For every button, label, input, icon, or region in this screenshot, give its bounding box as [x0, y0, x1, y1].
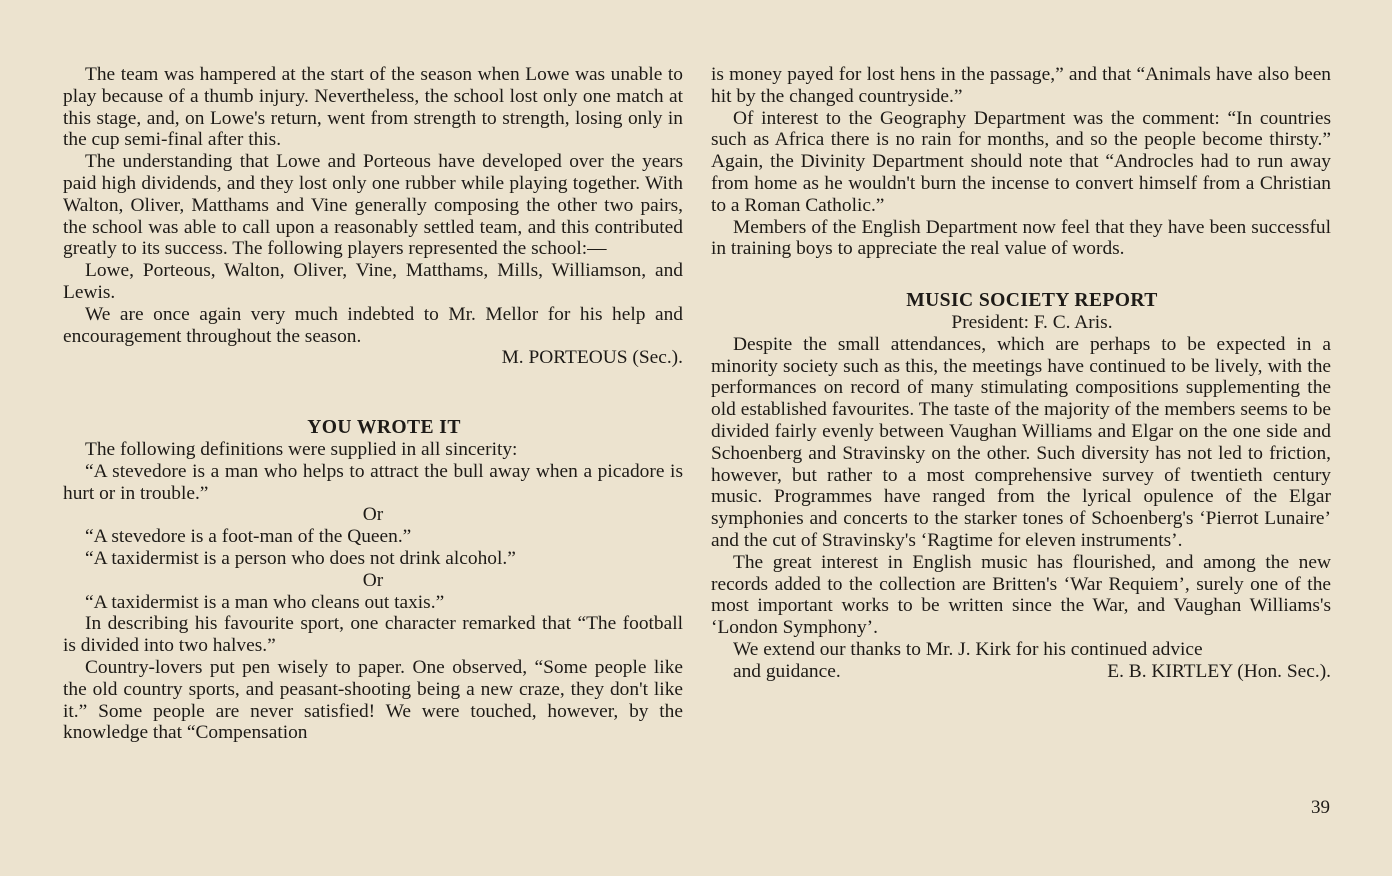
music-signoff-line: [711, 661, 1331, 683]
music-paragraph-3-end: and guidance.: [733, 660, 841, 682]
music-society-heading: MUSIC SOCIETY REPORT: [906, 290, 1158, 312]
tennis-players-list: Lowe, Porteous, Walton, Oliver, Vine, Matthams, Mills, Williamson, and Lewis.: [63, 260, 683, 303]
tennis-paragraph-1: The team was hampered at the start of the season when Lowe was unable to play because of a thumb injury. Nevertheless, the school lost only one match at this stage, and, on Lowe's return, went from strength to strength, losing only in the cup semi-final after this.: [63, 64, 683, 151]
tennis-signoff: M. PORTEOUS (Sec.).: [501, 347, 683, 369]
right-column: [711, 64, 1331, 683]
definition-taxidermist-1: “A taxidermist is a person who does not drink alcohol.”: [85, 547, 516, 569]
tennis-paragraph-thanks: We are once again very much indebted to Mr. Mellor for his help and encouragement throughout the season.: [63, 303, 683, 347]
music-paragraph-3: We extend our thanks to Mr. J. Kirk for his continued advice: [733, 638, 1203, 660]
left-column: [63, 64, 683, 744]
continued-paragraph: is money payed for lost hens in the passage,” and that “Animals have also been hit by the changed countryside.”: [711, 64, 1331, 107]
or-separator-2: Or: [362, 569, 384, 591]
spacer: [711, 260, 1331, 290]
definition-stevedore-1: “A stevedore is a man who helps to attract the bull away when a picadore is hurt or in trouble.”: [63, 460, 683, 504]
music-signoff: E. B. KIRTLEY (Hon. Sec.).: [1107, 660, 1331, 682]
you-wrote-it-heading: YOU WROTE IT: [307, 417, 461, 439]
page-number: 39: [1311, 797, 1330, 818]
music-society-president: President: F. C. Aris.: [951, 311, 1113, 333]
or-separator-1: Or: [362, 504, 384, 526]
music-paragraph-1: Despite the small attendances, which are perhaps to be expected in a minority society such as this, the meetings have continued to be lively, with the performances on record of many stimulating compositions supplementing the old established favourites. The taste of the majority of the members seems to be divided fairly evenly between Vaughan Williams and Elgar on the one side and Schoenberg and Stravinsky on the other. Such diversity has not led to friction, however, but rather to a most comprehensive survey of twentieth century music. Programmes have ranged from the lyrical opulence of the Elgar symphonies and concerts to the starker tones of Schoenberg's ‘Pierrot Lunaire’ and the cut of Stravinsky's ‘Ragtime for eleven instruments’.: [711, 333, 1331, 551]
geography-paragraph: Of interest to the Geography Department was the comment: “In countries such as Africa there is no rain for months, and so the people become thirsty.” Again, the Divinity Department should note that “Androcles had to run away from home as he wouldn't burn the incense to convert himself from a Christian to a Roman Catholic.”: [711, 107, 1331, 216]
definition-stevedore-2: “A stevedore is a foot-man of the Queen.”: [85, 526, 412, 548]
favourite-sport-paragraph: In describing his favourite sport, one character remarked that “The football is divided into two halves.”: [63, 613, 683, 657]
definitions-intro: The following definitions were supplied in all sincerity:: [85, 438, 518, 460]
definition-taxidermist-2: “A taxidermist is a man who cleans out taxis.”: [85, 591, 445, 613]
english-paragraph: Members of the English Department now feel that they have been successful in training boys to appreciate the real value of words.: [711, 216, 1331, 260]
spacer: [63, 369, 683, 417]
tennis-paragraph-2: The understanding that Lowe and Porteous have developed over the years paid high dividends, and they lost only one rubber while playing together. With Walton, Oliver, Matthams and Vine generally composing the other two pairs, the school was able to call upon a reasonably settled team, and this contributed greatly to its success. The following players represented the school:—: [63, 151, 683, 260]
music-paragraph-2: The great interest in English music has flourished, and among the new records added to the collection are Britten's ‘War Requiem’, surely one of the most important works to be written since the War, and Vaughan Williams's ‘London Symphony’.: [711, 551, 1331, 639]
country-lovers-paragraph: Country-lovers put pen wisely to paper. One observed, “Some people like the old country sports, and peasant-shooting being a new craze, they don't like it.” Some people are never satisfied! We were touched, however, by the knowledge that “Compensation: [63, 656, 683, 744]
